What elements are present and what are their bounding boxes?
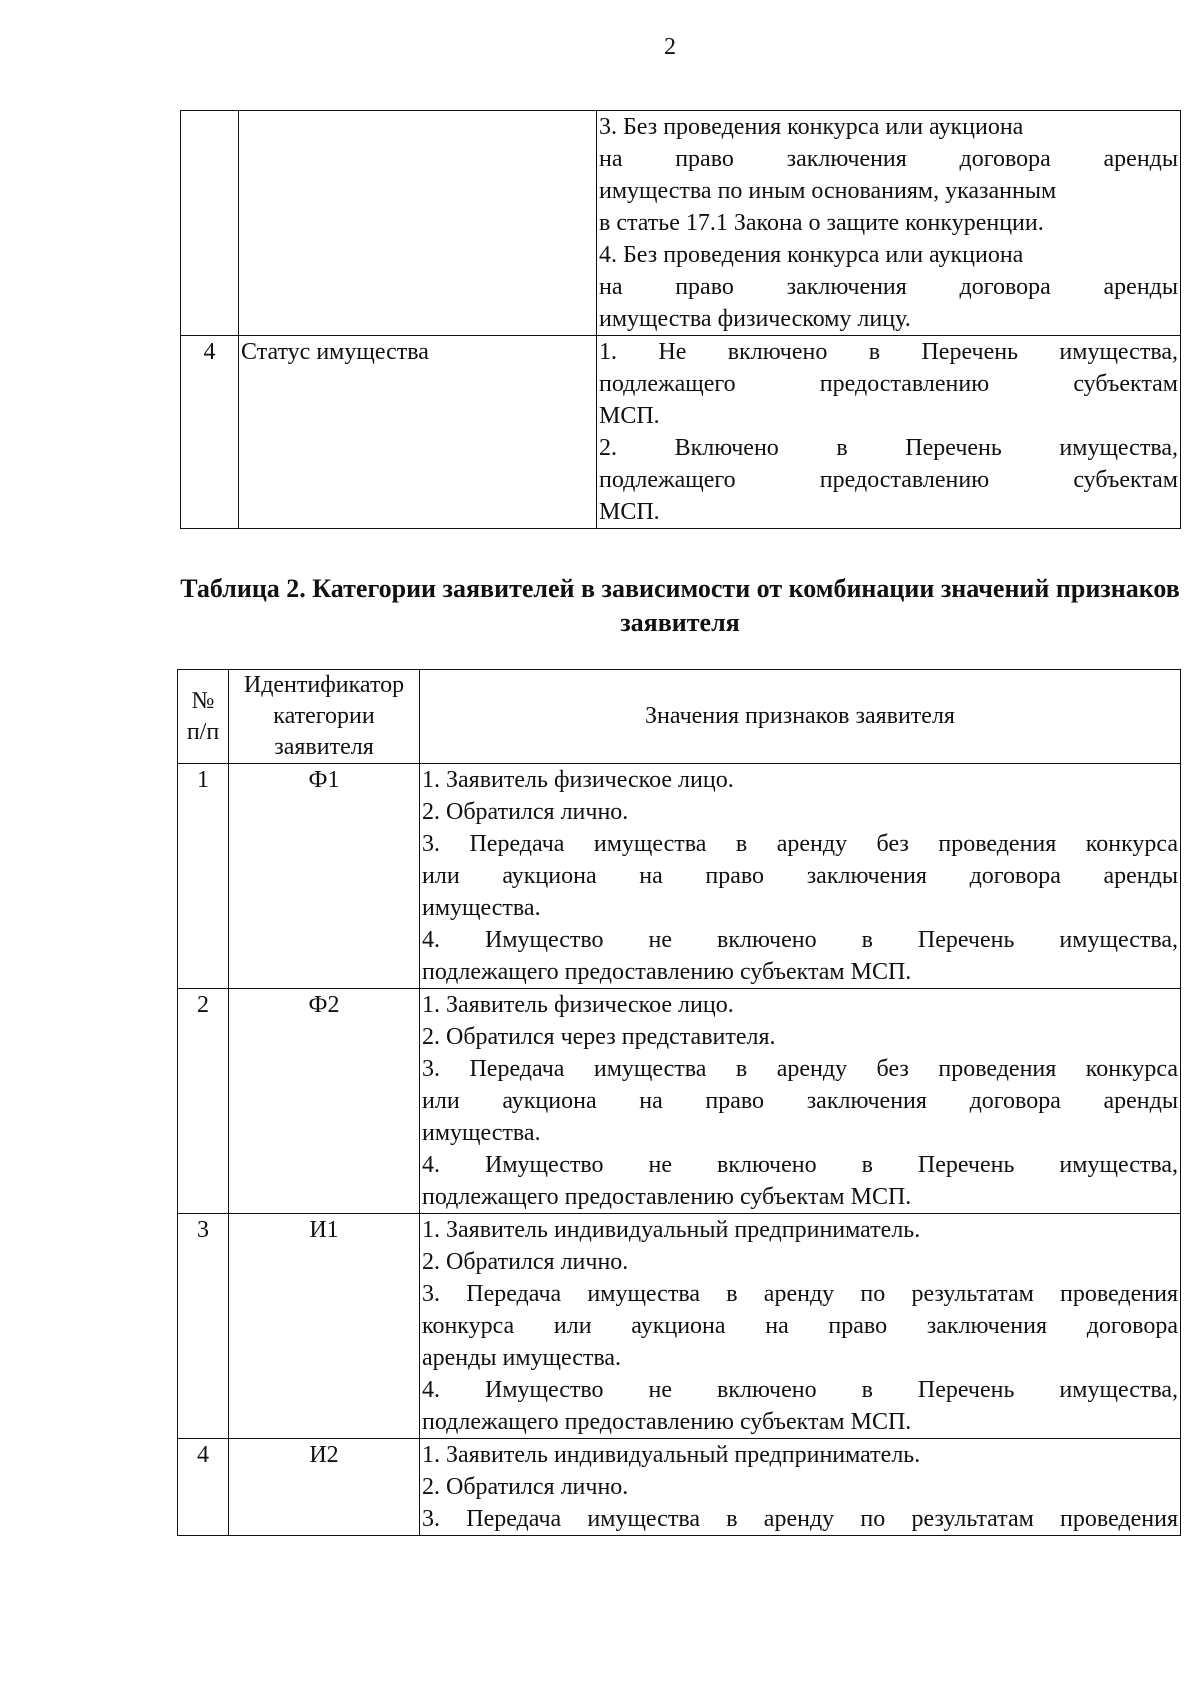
table-row (178, 989, 1181, 1214)
value-line: на право заключения договора аренды (599, 146, 1178, 172)
table-continuation (180, 110, 1181, 529)
row-number: 3 (178, 1214, 229, 1439)
table-row (181, 111, 1181, 336)
value-line: имущества по иным основаниям, указанным (599, 178, 1057, 204)
value-line: имущества. (422, 895, 541, 921)
values-cell (420, 1439, 1181, 1536)
value-line: подлежащего предоставлению субъектам МСП. (422, 1409, 912, 1435)
value-line: 3. Без проведения конкурса или аукциона (599, 114, 1024, 140)
value-line: подлежащего предоставлению субъектам (599, 371, 1178, 397)
row-number (181, 111, 239, 336)
row-number: 4 (181, 336, 239, 529)
table-header-row (178, 670, 1181, 764)
value-line: 4. Имущество не включено в Перечень имущества, (422, 1377, 1178, 1403)
page-number: 2 (664, 34, 676, 60)
value-line: 1. Не включено в Перечень имущества, (599, 339, 1178, 365)
value-line: аренды имущества. (422, 1345, 622, 1371)
value-line: конкурса или аукциона на право заключения договора (422, 1313, 1178, 1339)
value-line: 2. Обратился лично. (422, 1474, 629, 1500)
value-line: 2. Обратился лично. (422, 799, 629, 825)
table-continuation-body (181, 111, 1181, 529)
value-line: имущества физическому лицу. (599, 306, 911, 332)
value-line: МСП. (599, 499, 660, 525)
value-line: 4. Имущество не включено в Перечень имущества, (422, 927, 1178, 953)
value-line: имущества. (422, 1120, 541, 1146)
values-cell (420, 989, 1181, 1214)
value-line: 1. Заявитель индивидуальный предприниматель. (422, 1442, 921, 1468)
category-id: Ф1 (229, 764, 420, 989)
value-line: подлежащего предоставлению субъектам (599, 467, 1178, 493)
value-line: на право заключения договора аренды (599, 274, 1178, 300)
value-line: 2. Включено в Перечень имущества, (599, 435, 1178, 461)
table-row (178, 764, 1181, 989)
value-line: или аукциона на право заключения договора аренды (422, 1088, 1178, 1114)
header-id: Идентификатор категории заявителя (229, 670, 420, 764)
category-id: И2 (229, 1439, 420, 1536)
header-values: Значения признаков заявителя (420, 670, 1181, 764)
value-line: 3. Передача имущества в аренду по результатам проведения (422, 1281, 1178, 1307)
row-number: 2 (178, 989, 229, 1214)
table-row (178, 1439, 1181, 1536)
value-line: 3. Передача имущества в аренду по результатам проведения (422, 1506, 1178, 1532)
value-line: МСП. (599, 403, 660, 429)
value-line: 4. Имущество не включено в Перечень имущества, (422, 1152, 1178, 1178)
value-line: или аукциона на право заключения договора аренды (422, 863, 1178, 889)
value-line: 2. Обратился лично. (422, 1249, 629, 1275)
attribute-name: Статус имущества (239, 336, 597, 529)
row-number: 1 (178, 764, 229, 989)
value-line: 1. Заявитель индивидуальный предприниматель. (422, 1217, 921, 1243)
table-2 (177, 669, 1181, 1536)
values-cell (597, 111, 1181, 336)
value-line: 3. Передача имущества в аренду без проведения конкурса (422, 831, 1178, 857)
table-2-title: Таблица 2. Категории заявителей в зависимости от комбинации значений признаков заявителя (180, 574, 1180, 637)
category-id: И1 (229, 1214, 420, 1439)
values-cell (597, 336, 1181, 529)
row-number: 4 (178, 1439, 229, 1536)
value-line: 1. Заявитель физическое лицо. (422, 992, 734, 1018)
category-id: Ф2 (229, 989, 420, 1214)
table-row (181, 336, 1181, 529)
value-line: 3. Передача имущества в аренду без проведения конкурса (422, 1056, 1178, 1082)
values-cell (420, 1214, 1181, 1439)
value-line: 2. Обратился через представителя. (422, 1024, 776, 1050)
values-cell (420, 764, 1181, 989)
table-2-body (178, 764, 1181, 1536)
header-num: № п/п (178, 670, 229, 764)
value-line: подлежащего предоставлению субъектам МСП. (422, 959, 912, 985)
value-line: 1. Заявитель физическое лицо. (422, 767, 734, 793)
table-row (178, 1214, 1181, 1439)
value-line: 4. Без проведения конкурса или аукциона (599, 242, 1024, 268)
value-line: в статье 17.1 Закона о защите конкуренции. (599, 210, 1044, 236)
value-line: подлежащего предоставлению субъектам МСП. (422, 1184, 912, 1210)
attribute-name (239, 111, 597, 336)
